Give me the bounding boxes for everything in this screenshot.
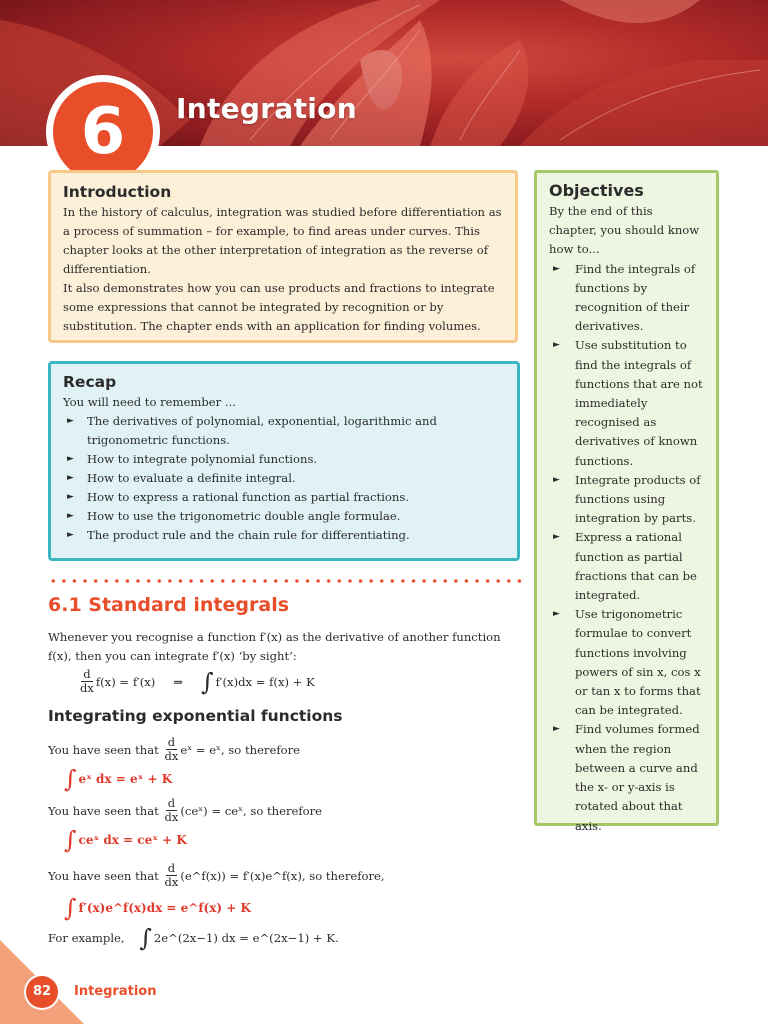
section-title: 6.1 Standard integrals	[48, 594, 290, 616]
chapter-number: 6	[53, 82, 153, 182]
objectives-list	[549, 260, 704, 836]
arrow-bullet-icon: ►	[67, 492, 74, 502]
integral-sign: ∫	[64, 765, 77, 793]
worked-example: For example, ∫ 2e^(2x−1) dx = e^(2x−1) + K.	[48, 924, 339, 952]
integral-sign: ∫	[64, 826, 77, 854]
recap-item: ► How to evaluate a definite integral.	[63, 469, 505, 488]
arrow-bullet-icon: ►	[553, 340, 560, 351]
exponential-result-3: ∫ f′(x)e^f(x)dx = e^f(x) + K	[64, 894, 251, 922]
section-intro: Whenever you recognise a function f′(x) as the derivative of another function f(x), then you can integrate f′(x) ‘by sight’:	[48, 630, 501, 663]
integral-sign: ∫	[139, 924, 152, 952]
exponential-statement-3: You have seen that $\frac{d}{dx}$ (e^f(x)) = f′(x)e^f(x), so therefore,	[48, 861, 385, 889]
arrow-bullet-icon: ►	[67, 473, 74, 483]
recap-item: ► How to express a rational function as partial fractions.	[63, 488, 505, 507]
introduction-heading: Introduction	[63, 183, 172, 201]
introduction-box	[48, 170, 518, 343]
recap-heading: Recap	[63, 373, 117, 391]
chapter-title: Integration	[176, 92, 357, 125]
arrow-bullet-icon: ►	[67, 530, 74, 540]
integral-sign: ∫	[201, 667, 214, 696]
recap-item: ► How to integrate polynomial functions.	[63, 450, 505, 469]
implies-arrow: ⇒	[173, 674, 184, 689]
recap-item: ► The derivatives of polynomial, exponential, logarithmic and trigonometric functions.	[67, 414, 437, 447]
derivative-operator: $\frac{d}{dx}$	[164, 796, 179, 824]
dotted-divider	[48, 578, 524, 584]
page-number-badge	[24, 974, 60, 1010]
objective-item: ► Use substitution to find the integrals of functions that are not immediately recognised as derivatives of known functions.	[553, 338, 703, 468]
objective-item: ► Express a rational function as partial fractions that can be integrated.	[553, 530, 697, 603]
arrow-bullet-icon: ►	[67, 511, 74, 521]
recap-item: ► How to use the trigonometric double angle formulae.	[63, 507, 505, 526]
arrow-bullet-icon: ►	[67, 416, 74, 426]
derivative-operator: $\frac{d}{dx}$	[164, 735, 179, 763]
arrow-bullet-icon: ►	[553, 724, 560, 735]
equation-lhs: f(x) = f′(x)	[95, 674, 156, 689]
derivative-operator: $\frac{d}{dx}$	[164, 861, 179, 889]
objectives-lead: By the end of this chapter, you should know how to...	[549, 204, 700, 257]
objective-item: ► Find the integrals of functions by recognition of their derivatives.	[553, 261, 696, 334]
objectives-box	[534, 170, 719, 833]
footer-chapter-title: Integration	[74, 984, 157, 999]
arrow-bullet-icon: ►	[67, 454, 74, 464]
exponential-statement-2: You have seen that $\frac{d}{dx}$ (ceˣ) = ceˣ, so therefore	[48, 796, 323, 824]
arrow-bullet-icon: ►	[553, 474, 560, 485]
objective-item: ► Find volumes formed when the region between a curve and the x- or y-axis is rotated about that axis.	[553, 722, 700, 833]
arrow-bullet-icon: ►	[553, 609, 560, 620]
recap-item: ► The product rule and the chain rule for differentiating.	[63, 526, 505, 545]
exponential-statement-1: You have seen that $\frac{d}{dx}$ eˣ = eˣ, so therefore	[48, 735, 301, 763]
exponential-result-1: ∫ eˣ dx = eˣ + K	[64, 765, 173, 793]
arrow-bullet-icon: ►	[553, 263, 560, 274]
recap-box	[48, 361, 520, 561]
exponential-result-2: ∫ ceˣ dx = ceˣ + K	[64, 826, 187, 854]
objectives-heading: Objectives	[549, 181, 644, 200]
objective-item: ► Integrate products of functions using integration by parts.	[553, 472, 701, 526]
recap-list	[63, 412, 505, 545]
introduction-paragraph-2: It also demonstrates how you can use products and fractions to integrate some expressions that cannot be integrated by recognition or by substitution. The chapter ends with an application for finding volumes.	[63, 281, 495, 333]
integral-sign: ∫	[64, 894, 77, 922]
derivative-integral-equation	[78, 668, 315, 695]
equation-rhs: f′(x)dx = f(x) + K	[215, 674, 315, 689]
page-number: 82	[26, 976, 58, 1008]
introduction-paragraph-1: In the history of calculus, integration was studied before differentiation as a process of summation – for example, to find areas under curves. This chapter looks at the other interpretation of integration as the reverse of differentiation.	[63, 205, 502, 276]
derivative-operator: $\frac{d}{dx}$	[80, 667, 94, 695]
arrow-bullet-icon: ►	[553, 532, 560, 543]
recap-lead: You will need to remember ...	[63, 395, 236, 409]
objective-item: ► Use trigonometric formulae to convert functions involving powers of sin x, cos x or tan x to forms that can be integrated.	[553, 607, 701, 718]
subheading-exponential: Integrating exponential functions	[48, 707, 343, 725]
